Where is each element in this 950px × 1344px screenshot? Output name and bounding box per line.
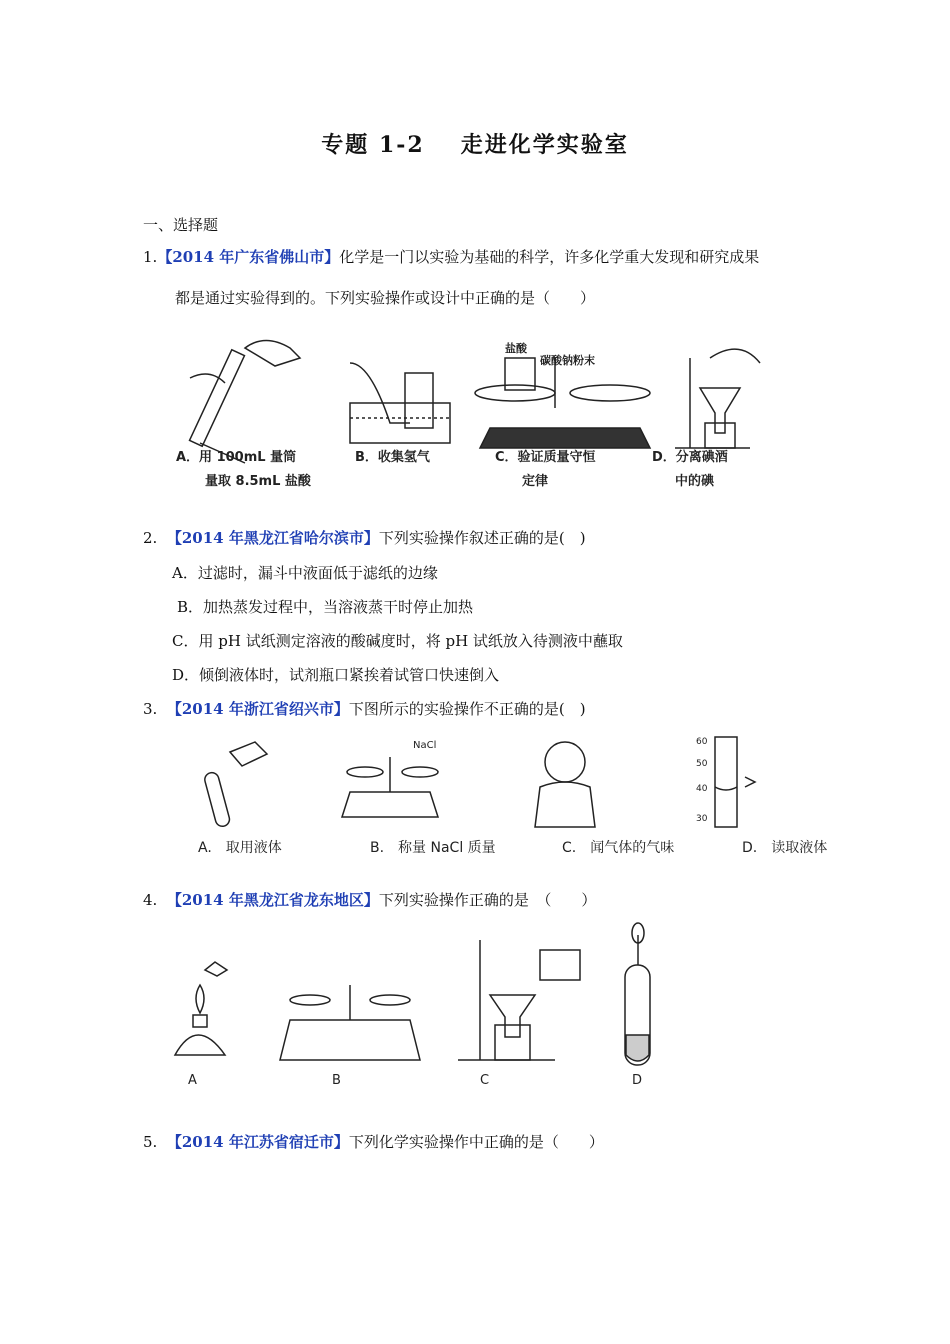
- question-text: 下列实验操作叙述正确的是( ): [378, 529, 586, 547]
- section-heading: 一、选择题: [143, 216, 219, 234]
- question-number: 5.: [143, 1133, 158, 1151]
- label-nacl: NaCl: [413, 740, 437, 751]
- caption-c-line1: C．验证质量守恒: [495, 450, 596, 465]
- question-number: 3.: [143, 700, 158, 718]
- question-text: 下列实验操作正确的是 （ ）: [378, 891, 597, 909]
- question-source: 【2014 年广东省佛山市】: [157, 248, 340, 266]
- figure-label-c: C: [480, 1073, 490, 1088]
- caption-b: B. 称量 NaCl 质量: [370, 840, 496, 856]
- caption-a: A. 取用液体: [198, 840, 282, 856]
- option-a: A．过滤时，漏斗中液面低于滤纸的边缘: [172, 564, 438, 582]
- question-text: 下列化学实验操作中正确的是（ ）: [348, 1133, 604, 1151]
- label-sodium-carbonate: 碳酸钠粉末: [540, 354, 595, 367]
- caption-c-line2: 定律: [522, 474, 549, 489]
- question-4: [143, 889, 596, 911]
- caption-d-line1: D．分离碘酒: [652, 450, 728, 465]
- question-source: 【2014 年江苏省宿迁市】: [166, 1133, 349, 1151]
- title-right: 走进化学实验室: [460, 132, 629, 158]
- option-b: B．加热蒸发过程中，当溶液蒸干时停止加热: [177, 598, 474, 616]
- caption-d-line2: 中的碘: [675, 474, 715, 489]
- question-3-figure: [170, 732, 890, 862]
- figure-label-d: D: [632, 1073, 643, 1088]
- question-5: [143, 1131, 604, 1153]
- tick-40: 40: [696, 784, 708, 794]
- caption-a-line1: A．用 100mL 量筒: [176, 450, 297, 465]
- page-title: [0, 128, 950, 159]
- tick-50: 50: [696, 759, 708, 769]
- question-1-figure: [170, 318, 770, 498]
- question-4-figure: [160, 925, 720, 1100]
- question-1-text-continued: 都是通过实验得到的。下列实验操作或设计中正确的是（ ）: [175, 289, 596, 307]
- caption-d: D. 读取液体: [742, 840, 828, 856]
- tick-60: 60: [696, 737, 708, 747]
- caption-a-line2: 量取 8.5mL 盐酸: [205, 474, 311, 489]
- question-1: [143, 246, 759, 268]
- caption-b: B．收集氢气: [355, 450, 430, 465]
- question-number: 4.: [143, 891, 158, 909]
- question-3: [143, 698, 586, 720]
- figure-label-a: A: [188, 1073, 197, 1088]
- caption-c: C. 闻气体的气味: [562, 840, 675, 856]
- tick-30: 30: [696, 814, 708, 824]
- question-source: 【2014 年黑龙江省哈尔滨市】: [166, 529, 379, 547]
- figure-label-b: B: [332, 1073, 341, 1088]
- question-source: 【2014 年黑龙江省龙东地区】: [166, 891, 379, 909]
- question-text: 化学是一门以实验为基础的科学，许多化学重大发现和研究成果: [339, 248, 760, 266]
- question-number: 2.: [143, 529, 158, 547]
- question-number: 1.: [143, 248, 158, 266]
- question-2: [143, 527, 586, 549]
- title-left: 专题 1-2: [321, 132, 425, 158]
- label-hydrochloric-acid: 盐酸: [505, 342, 527, 355]
- option-c: C．用 pH 试纸测定溶液的酸碱度时，将 pH 试纸放入待测液中蘸取: [172, 632, 623, 650]
- question-source: 【2014 年浙江省绍兴市】: [166, 700, 349, 718]
- question-text: 下图所示的实验操作不正确的是( ): [348, 700, 586, 718]
- option-d: D．倾倒液体时，试剂瓶口紧挨着试管口快速倒入: [172, 666, 500, 684]
